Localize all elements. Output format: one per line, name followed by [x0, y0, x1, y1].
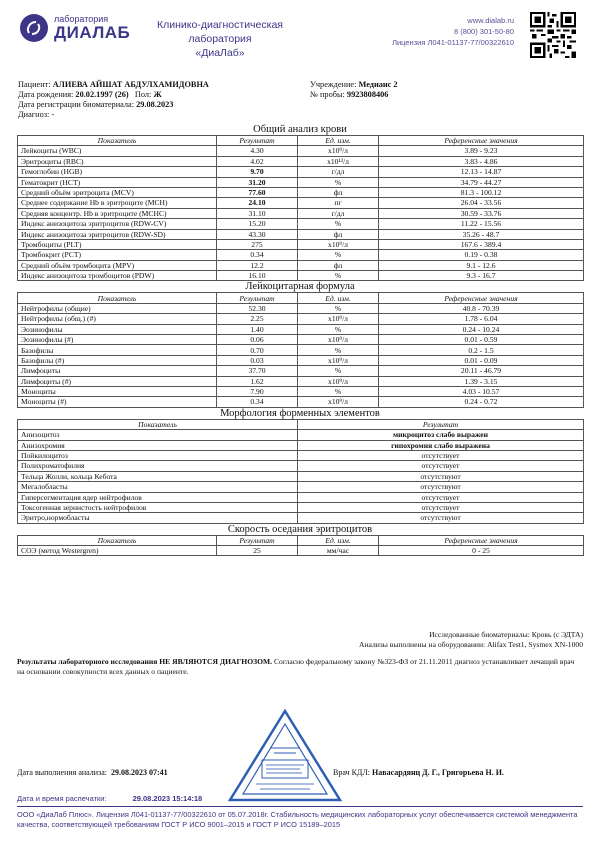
leuko-table — [17, 292, 584, 407]
table-cell: отсутствуют — [298, 482, 584, 492]
table-row — [18, 187, 584, 197]
table-cell: Индекс анизоцитоза эритроцитов (RDW-SD) — [18, 229, 217, 239]
results-tables — [17, 124, 583, 556]
table-cell: 35.26 - 48.7 — [379, 229, 584, 239]
table-cell: фл — [298, 187, 379, 197]
table-row — [18, 355, 584, 365]
patient-dob: 20.02.1997 (26) — [75, 90, 129, 100]
table-cell: отсутствуют — [298, 471, 584, 481]
table-cell: Токсогенная зернистость нейтрофилов — [18, 502, 298, 512]
table-cell: Тромбоциты (PLT) — [18, 239, 217, 249]
diagnosis-disclaimer — [17, 657, 583, 678]
patient-reg-row: Дата регистрации биоматериала: 29.08.2023 — [18, 100, 174, 110]
table-cell: 11.22 - 15.56 — [379, 219, 584, 229]
table-cell: 15.20 — [217, 219, 298, 229]
table-cell: 1.62 — [217, 376, 298, 386]
column-header: Ед. изм. — [298, 535, 379, 545]
table-cell: Гиперсегментация ядер нейтрофилов — [18, 492, 298, 502]
esr-title: Скорость оседания эритроцитов — [227, 523, 373, 535]
dialab-logo-icon — [20, 14, 48, 42]
table-cell: 26.04 - 33.56 — [379, 198, 584, 208]
table-cell: x10⁹/л — [298, 397, 379, 407]
column-header: Ед. изм. — [298, 293, 379, 303]
table-cell: Гемоглобин (HGB) — [18, 167, 217, 177]
table-cell: 31.20 — [217, 177, 298, 187]
morph-title: Морфология форменных элементов — [220, 407, 380, 419]
table-row — [18, 303, 584, 313]
table-cell: 24.10 — [217, 198, 298, 208]
table-cell: 2.25 — [217, 314, 298, 324]
table-cell: Средний объём тромбоцита (MPV) — [18, 260, 217, 270]
table-cell: % — [298, 324, 379, 334]
table-row — [18, 260, 584, 270]
table-header-row — [18, 419, 584, 429]
table-row — [18, 208, 584, 218]
table-cell: 16.10 — [217, 271, 298, 281]
table-cell: Моноциты — [18, 386, 217, 396]
license-footer: ООО «ДиаЛаб Плюс». Лицензия Л041-01137-77/00322610 от 05.07.2018г. Стабильность медицинских лабораторных услуг обеспечивается системой менеджмента качества, соответствующей требованиям ГОСТ Р ИСО 9001–2015 и ГОСТ Р ИСО 15189–2015 — [17, 810, 578, 829]
disclaimer-text: Согласно федеральному закону №323-ФЗ от 21.11.2011 диагноз устанавливает лечащий врач на основании совокупности всех данных о пациенте. — [17, 657, 575, 677]
table-row — [18, 450, 584, 460]
lab-contacts — [392, 16, 514, 49]
column-header: Ед. изм. — [298, 136, 379, 146]
table-row — [18, 335, 584, 345]
brand-logo — [20, 14, 130, 42]
column-header: Референсные значения — [379, 293, 584, 303]
table-row — [18, 146, 584, 156]
table-cell: Лимфоциты (#) — [18, 376, 217, 386]
table-cell: пг — [298, 198, 379, 208]
column-header: Показатель — [18, 419, 298, 429]
table-row — [18, 198, 584, 208]
footer-divider — [17, 806, 583, 807]
table-cell: Индекс анизоцитоза эритроцитов (RDW-CV) — [18, 219, 217, 229]
table-cell: 12.2 — [217, 260, 298, 270]
registration-date: 29.08.2023 — [136, 100, 174, 110]
table-row — [18, 471, 584, 481]
table-cell: 1.78 - 6.04 — [379, 314, 584, 324]
table-cell: 4.02 — [217, 156, 298, 166]
table-header-row — [18, 535, 584, 545]
table-row — [18, 324, 584, 334]
column-header: Результат — [217, 293, 298, 303]
table-cell: 1.40 — [217, 324, 298, 334]
table-row — [18, 345, 584, 355]
morph-table — [17, 419, 584, 524]
lab-stamp-icon — [226, 708, 344, 804]
cbc-table — [17, 135, 584, 281]
lab-name — [130, 18, 310, 61]
column-header: Результат — [217, 535, 298, 545]
sample-number: 9923808406 — [346, 90, 389, 100]
table-cell: Пойкилоцитоз — [18, 450, 298, 460]
table-row — [18, 502, 584, 512]
table-cell: Базофилы — [18, 345, 217, 355]
table-cell: Нейтрофилы (общ.) (#) — [18, 314, 217, 324]
table-cell: x10⁹/л — [298, 314, 379, 324]
table-cell: 0.01 - 0.59 — [379, 335, 584, 345]
table-cell: Эозинофилы — [18, 324, 217, 334]
table-cell: 1.39 - 3.15 — [379, 376, 584, 386]
patient-dob-row: Дата рождения: 20.02.1997 (26) Пол: Ж — [18, 90, 162, 100]
table-cell: Анизохромия — [18, 440, 298, 450]
table-cell: Эритроциты (RBC) — [18, 156, 217, 166]
column-header: Референсные значения — [379, 535, 584, 545]
table-header-row — [18, 293, 584, 303]
table-cell: x10⁹/л — [298, 355, 379, 365]
table-cell: Гематокрит (HCT) — [18, 177, 217, 187]
table-cell: 30.59 - 33.76 — [379, 208, 584, 218]
table-cell: Индекс анизоцитоза тромбоцитов (PDW) — [18, 271, 217, 281]
table-cell: x10⁹/л — [298, 146, 379, 156]
table-row — [18, 430, 584, 440]
table-row — [18, 376, 584, 386]
logo-main-text: ДИАЛАБ — [54, 23, 131, 42]
cbc-title: Общий анализ крови — [253, 124, 347, 135]
table-row — [18, 250, 584, 260]
table-cell: 4.03 - 10.57 — [379, 386, 584, 396]
table-cell: Средний объём эритроцита (MCV) — [18, 187, 217, 197]
lab-site: www.dialab.ru — [467, 16, 514, 25]
table-cell: 3.83 - 4.86 — [379, 156, 584, 166]
table-row — [18, 440, 584, 450]
lab-name-line1: Клинико-диагностическая лаборатория — [157, 19, 283, 46]
table-cell: микроцитоз слабо выражен — [298, 430, 584, 440]
table-row — [18, 482, 584, 492]
table-cell: 0.70 — [217, 345, 298, 355]
qr-code-icon — [530, 12, 576, 58]
table-cell: 0.01 - 0.09 — [379, 355, 584, 365]
patient-name: АЛИЕВА АЙШАТ АБДУЛХАМИДОВНА — [52, 80, 209, 89]
table-row — [18, 229, 584, 239]
table-cell: 52.30 — [217, 303, 298, 313]
lab-phone: 8 (800) 301-50-80 — [453, 26, 514, 36]
table-cell: Лимфоциты — [18, 366, 217, 376]
table-cell: % — [298, 250, 379, 260]
table-row — [18, 239, 584, 249]
table-cell: гипохромия слабо выражена — [298, 440, 584, 450]
doctor-row: Врач КДЛ: Навасардянц Д. Г., Григорьева Н. И. — [333, 768, 504, 777]
lab-license: Лицензия Л041-01137-77/00322610 — [392, 37, 514, 47]
institution-row: Учреждение: Медианс 2 — [310, 80, 398, 89]
table-cell: 81.3 - 100.12 — [379, 187, 584, 197]
table-cell: 12.13 - 14.87 — [379, 167, 584, 177]
table-cell: Лейкоциты (WBC) — [18, 146, 217, 156]
table-cell: 0.34 — [217, 250, 298, 260]
table-cell: % — [298, 366, 379, 376]
table-cell: 167.6 - 389.4 — [379, 239, 584, 249]
column-header: Показатель — [18, 535, 217, 545]
sample-row: № пробы: 9923808406 — [310, 90, 389, 100]
table-cell: 7.90 — [217, 386, 298, 396]
table-cell: 31.10 — [217, 208, 298, 218]
logo-small-text: лаборатория — [54, 14, 109, 24]
print-date: 29.08.2023 15:14:18 — [132, 794, 203, 803]
table-cell: СОЭ (метод Westergren) — [18, 546, 217, 556]
table-cell: 77.60 — [217, 187, 298, 197]
lab-name-line2: «ДиаЛаб» — [195, 47, 245, 60]
table-row — [18, 167, 584, 177]
table-cell: 4.30 — [217, 146, 298, 156]
biomaterial-info: Исследованные биоматериалы: Кровь (с ЭДТА) — [429, 630, 583, 639]
table-cell: Полихроматофилия — [18, 461, 298, 471]
table-row — [18, 177, 584, 187]
analysis-meta — [359, 630, 583, 650]
table-row — [18, 492, 584, 502]
table-cell: x10⁹/л — [298, 239, 379, 249]
table-cell: Нейтрофилы (общие) — [18, 303, 217, 313]
table-cell: фл — [298, 229, 379, 239]
table-cell: отсутствует — [298, 502, 584, 512]
table-cell: отсутствует — [298, 492, 584, 502]
esr-table — [17, 535, 584, 557]
patient-diagnosis-row: Диагноз: - — [18, 110, 55, 120]
table-cell: отсутствует — [298, 450, 584, 460]
leuko-title: Лейкоцитарная формула — [245, 281, 355, 293]
table-cell: 43.30 — [217, 229, 298, 239]
column-header: Результат — [217, 136, 298, 146]
table-cell: отсутствует — [298, 461, 584, 471]
table-row — [18, 156, 584, 166]
table-cell: Эозинофилы (#) — [18, 335, 217, 345]
table-cell: x10⁹/л — [298, 376, 379, 386]
patient-info — [18, 80, 398, 120]
table-cell: % — [298, 303, 379, 313]
analysis-date-row: Дата выполнения анализа: 29.08.2023 07:41 — [17, 768, 168, 777]
table-cell: % — [298, 177, 379, 187]
patient-info-right — [310, 80, 570, 100]
table-cell: 20.11 - 46.79 — [379, 366, 584, 376]
report-header — [0, 0, 600, 72]
table-cell: 40.8 - 70.39 — [379, 303, 584, 313]
table-cell: 0.34 — [217, 397, 298, 407]
table-cell: 0.24 - 0.72 — [379, 397, 584, 407]
table-row — [18, 397, 584, 407]
table-row — [18, 366, 584, 376]
table-cell: Мегалобласты — [18, 482, 298, 492]
table-cell: 37.70 — [217, 366, 298, 376]
column-header: Показатель — [18, 136, 217, 146]
table-row — [18, 461, 584, 471]
patient-name-row: Пациент: АЛИЕВА АЙШАТ АБДУЛХАМИДОВНА — [18, 80, 209, 89]
column-header: Результат — [298, 419, 584, 429]
table-cell: Тромбокрит (PCT) — [18, 250, 217, 260]
table-cell: Анизоцитоз — [18, 430, 298, 440]
table-cell: Тельца Жолли, кольца Кебота — [18, 471, 298, 481]
table-row — [18, 219, 584, 229]
column-header: Референсные значения — [379, 136, 584, 146]
table-cell: x10¹²/л — [298, 156, 379, 166]
equipment-info: Анализы выполнены на оборудовании: Alifax Test1, Sysmex XN-1000 — [358, 639, 583, 649]
table-cell: г/дл — [298, 208, 379, 218]
table-cell: г/дл — [298, 167, 379, 177]
table-cell: 0.03 — [217, 355, 298, 365]
table-cell: Базофилы (#) — [18, 355, 217, 365]
table-cell: % — [298, 386, 379, 396]
table-cell: 0.06 — [217, 335, 298, 345]
print-date-row: Дата и время распечатки: 29.08.2023 15:14:18 — [17, 794, 203, 803]
diagnosis: - — [51, 110, 55, 120]
table-cell: Среднее содержание Hb в эритроците (MCH) — [18, 198, 217, 208]
table-cell: Средняя концентр. Hb в эритроците (MCHC) — [18, 208, 217, 218]
doctor-names: Навасардянц Д. Г., Григорьева Н. И. — [372, 768, 504, 777]
table-cell: 9.70 — [217, 167, 298, 177]
disclaimer-bold: Результаты лабораторного исследования НЕ ЯВЛЯЮТСЯ ДИАГНОЗОМ. — [17, 657, 273, 666]
table-cell: отсутствуют — [298, 513, 584, 523]
table-cell: 34.79 - 44.27 — [379, 177, 584, 187]
table-cell: Моноциты (#) — [18, 397, 217, 407]
patient-sex: Ж — [153, 90, 162, 100]
table-row — [18, 314, 584, 324]
table-cell: 0.19 - 0.38 — [379, 250, 584, 260]
table-cell: x10⁹/л — [298, 335, 379, 345]
table-header-row — [18, 136, 584, 146]
table-cell: % — [298, 345, 379, 355]
table-cell: % — [298, 219, 379, 229]
table-cell: 3.89 - 9.23 — [379, 146, 584, 156]
table-cell: 9.3 - 16.7 — [379, 271, 584, 281]
table-cell: 0 - 25 — [379, 546, 584, 556]
table-cell: 25 — [217, 546, 298, 556]
column-header: Показатель — [18, 293, 217, 303]
institution: Медианс 2 — [358, 80, 398, 89]
table-cell: % — [298, 271, 379, 281]
table-cell: 0.2 - 1.5 — [379, 345, 584, 355]
table-cell: 0.24 - 10.24 — [379, 324, 584, 334]
analysis-date: 29.08.2023 07:41 — [111, 768, 168, 777]
table-cell: 275 — [217, 239, 298, 249]
table-row — [18, 271, 584, 281]
table-cell: 9.1 - 12.6 — [379, 260, 584, 270]
table-cell: фл — [298, 260, 379, 270]
table-cell: Эритро,нормобласты — [18, 513, 298, 523]
table-cell: мм/час — [298, 546, 379, 556]
table-row — [18, 386, 584, 396]
table-row — [18, 513, 584, 523]
table-row — [18, 546, 584, 556]
